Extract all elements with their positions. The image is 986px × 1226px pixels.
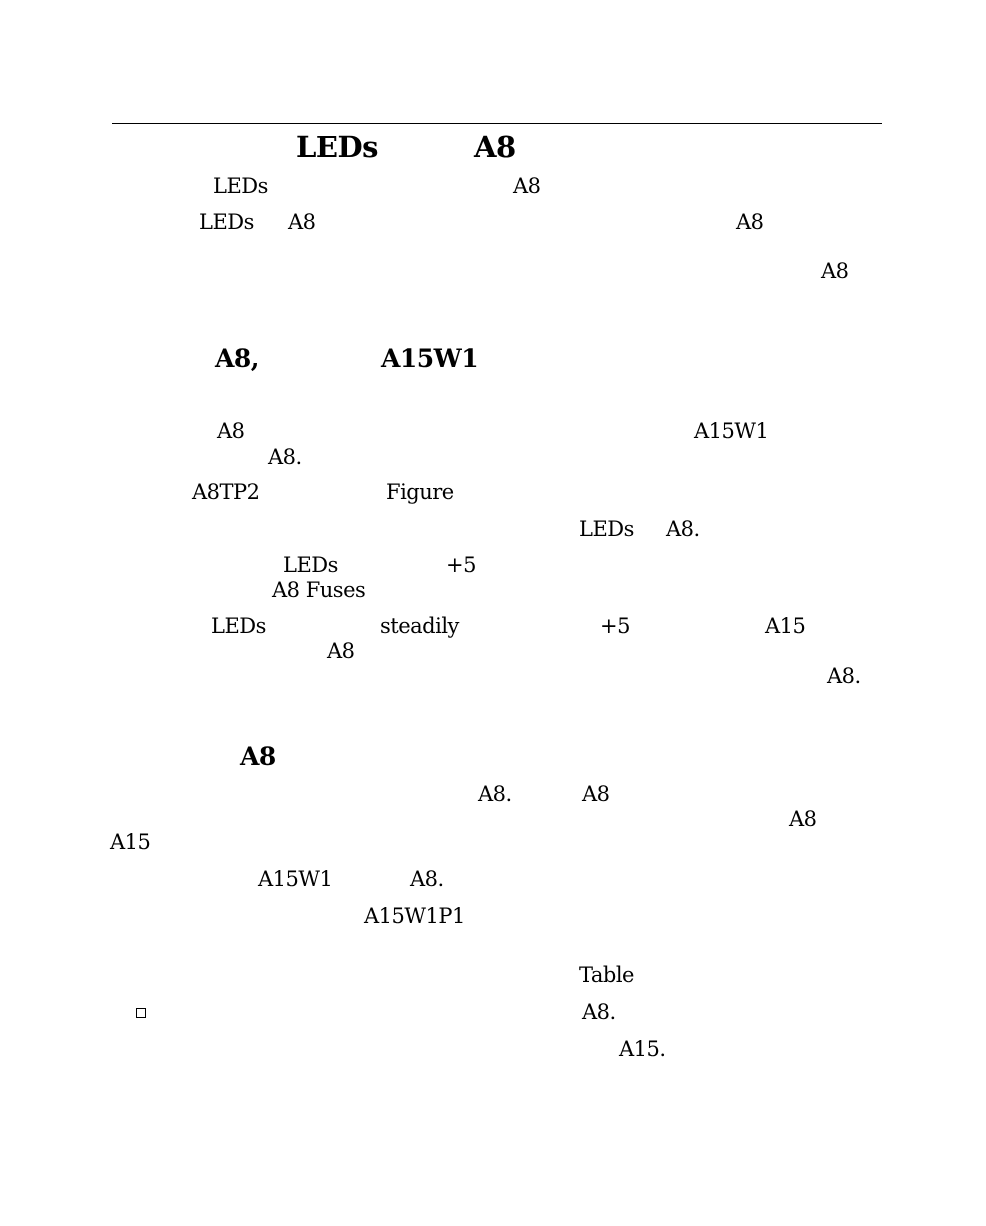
text-fragment: A8 [821, 259, 849, 283]
text-fragment: A15 [765, 614, 806, 638]
text-fragment: steadily [380, 614, 459, 638]
text-fragment: A8 [736, 210, 764, 234]
text-fragment: LEDs [199, 210, 254, 234]
text-fragment: LEDs [283, 553, 338, 577]
a8-fuses-reference: A8 Fuses [272, 578, 366, 602]
text-fragment: A8 [327, 639, 355, 663]
text-fragment: A15. [619, 1037, 666, 1061]
header-rule [112, 123, 882, 124]
section-heading-a15w1: A15W1 [381, 344, 479, 373]
text-fragment: A15 [110, 830, 151, 854]
text-fragment: A15W1 [258, 867, 333, 891]
text-fragment: A8. [410, 867, 444, 891]
section-heading-leds: LEDs [296, 130, 378, 164]
section-heading-a8: A8, [215, 344, 259, 373]
text-fragment: A8TP2 [192, 480, 260, 504]
text-fragment: A8. [827, 664, 861, 688]
text-fragment: A8. [478, 782, 512, 806]
text-fragment: A15W1 [694, 419, 769, 443]
text-fragment: +5 [600, 614, 630, 638]
text-fragment: A8 [582, 782, 610, 806]
text-fragment: LEDs [579, 517, 634, 541]
text-fragment: +5 [446, 553, 476, 577]
text-fragment: LEDs [211, 614, 266, 638]
section-heading-a8: A8 [474, 130, 516, 164]
text-fragment: A8 [217, 419, 245, 443]
text-fragment: LEDs [213, 174, 268, 198]
text-fragment: A8. [582, 1000, 616, 1024]
text-fragment: A8 [513, 174, 541, 198]
table-reference: Table [579, 963, 634, 987]
text-fragment: A15W1P1 [364, 904, 465, 928]
text-fragment: A8 [789, 807, 817, 831]
text-fragment: A8 [288, 210, 316, 234]
text-fragment: A8. [268, 445, 302, 469]
section-heading-a8: A8 [240, 742, 276, 771]
text-fragment: A8. [666, 517, 700, 541]
checkbox-icon[interactable] [136, 1008, 146, 1018]
figure-reference: Figure [386, 480, 454, 504]
